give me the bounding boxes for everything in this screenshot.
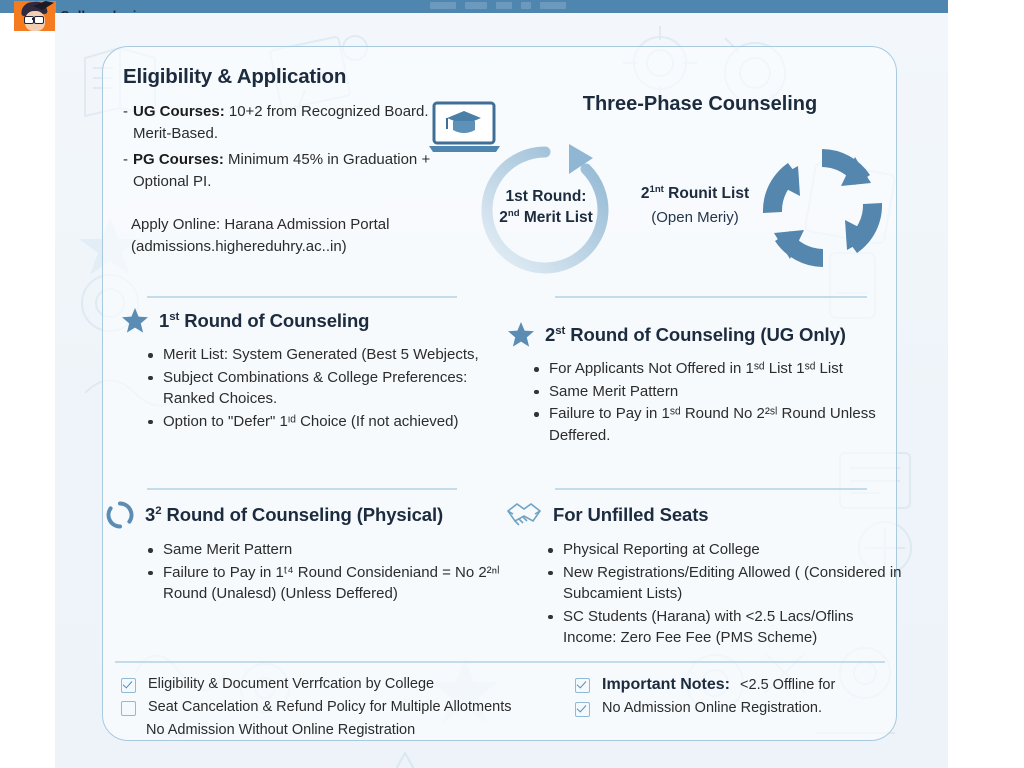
star-icon [121, 307, 149, 335]
round-3-bullet: Failure to Pay in 1ᵗ⁴ Round Consideniand = No 2²ⁿˡ Round (Unalesd) (Unless Deffered) [141, 562, 505, 605]
eligibility-title: Eligibility & Application [123, 65, 347, 88]
footer-extra-label: No Admission Without Online Registration [146, 722, 416, 738]
phase-one-num: 2 [499, 209, 508, 226]
collegedunia-logo-icon[interactable] [14, 1, 56, 31]
round-3-title: $3^2$ Round of Counseling (Physical) [145, 504, 444, 525]
round-3-bullet: Same Merit Pattern [141, 539, 505, 561]
footer-check-row[interactable] [121, 696, 601, 719]
phase-two-sup: 1nt [649, 183, 664, 195]
unfilled-bullet: SC Students (Harana) with <2.5 Lacs/Oflins Income: Zero Fee Fee (PMS Scheme) [541, 606, 905, 649]
phase-two-num: 2 [640, 185, 650, 202]
checkbox-unchecked-icon[interactable] [121, 701, 136, 716]
circular-arrows-icon [755, 143, 890, 273]
round-1-bullet: Merit List: System Generated (Best 5 Webjects, [141, 344, 511, 366]
round-1-bullet: Option to "Defer" 1ᶦᵈ Choice (If not achieved) [141, 411, 511, 433]
footer-check-row[interactable] [121, 673, 601, 696]
round-1-title: 1st Round of Counseling [159, 310, 370, 331]
important-notes-text: <2.5 Offline for [740, 677, 836, 693]
round-2-bullet: For Applicants Not Offered in 1ˢᵈ List 1ˢᵈ List [527, 358, 902, 380]
round-2-bullet: Failure to Pay in 1ˢᵈ Round No 2²ˢˡ Round Unless Deffered. [527, 403, 902, 446]
phase-two-text: Rounit List [663, 185, 750, 202]
unfilled-bullet: New Registrations/Editing Allowed ( (Considered in Subcamient Lists) [541, 562, 905, 605]
round-3-section [105, 500, 505, 606]
checkbox-checked-icon[interactable] [121, 678, 136, 693]
divider-footer [115, 661, 885, 663]
phase-one-text: Merit List [519, 209, 593, 226]
unfilled-seats-title: For Unfilled Seats [553, 504, 709, 525]
checkbox-checked-icon[interactable] [575, 678, 590, 693]
important-notes-text: No Admission Online Registration. [602, 700, 823, 716]
round-2-title: 2st Round of Counseling (UG Only) [545, 324, 846, 345]
counseling-diagram-title: Three-Phase Counseling [582, 93, 818, 115]
round-1-bullet: Subject Combinations & College Preferences: Ranked Choices. [141, 367, 511, 410]
important-notes-row[interactable] [575, 697, 905, 720]
divider-round-1 [147, 296, 457, 298]
apply-online-line-2: (admissions.highereduhry.ac..in) [131, 237, 347, 255]
unfilled-seats-section [505, 500, 905, 650]
eligibility-section [123, 65, 443, 257]
footer-extra-row [121, 719, 601, 742]
divider-round-3 [147, 488, 457, 490]
phase-one-sup: nd [507, 207, 520, 219]
eligibility-item: - PG Courses: Minimum 45% in Graduation + Optional PI. [123, 151, 431, 190]
footer-check-label: Eligibility & Document Verrfcation by College [148, 676, 435, 692]
eligibility-item-text: 10+2 from Recognized Board. Merit-Based. [133, 103, 429, 142]
apply-online-line-1: Apply Online: Harana Admission Portal [131, 216, 390, 233]
infographic-canvas [55, 13, 948, 768]
important-notes-row[interactable] [575, 673, 905, 697]
checkbox-checked-icon[interactable] [575, 702, 590, 717]
star-icon [507, 321, 535, 349]
divider-unfilled-seats [555, 488, 867, 490]
round-2-section [507, 321, 902, 447]
round-2-bullet: Same Merit Pattern [527, 381, 902, 403]
important-notes-label: Important Notes: [602, 676, 730, 693]
eligibility-item-label: PG Courses: [133, 151, 224, 168]
eligibility-item: - UG Courses: 10+2 from Recognized Board. Merit-Based. [123, 103, 429, 142]
divider-round-2 [555, 296, 867, 298]
footer-checklist-left [121, 673, 601, 742]
footer-important-notes [575, 673, 905, 720]
top-bar-faint-tabs [430, 1, 620, 10]
eligibility-item-text: Minimum 45% in Graduation + Optional PI. [133, 151, 431, 190]
eligibility-item-label: UG Courses: [133, 103, 225, 120]
circular-refresh-icon [105, 500, 135, 530]
unfilled-bullet: Physical Reporting at College [541, 539, 905, 561]
phase-one-label: 1st Round: 2nd Merit List [499, 188, 593, 226]
phase-two-subtext: (Open Meriy) [651, 209, 739, 226]
footer-check-label: Seat Cancelation & Refund Policy for Multiple Allotments [148, 699, 512, 715]
phase-two-label [615, 185, 775, 226]
handshake-icon [505, 500, 543, 530]
round-1-section [121, 307, 511, 433]
